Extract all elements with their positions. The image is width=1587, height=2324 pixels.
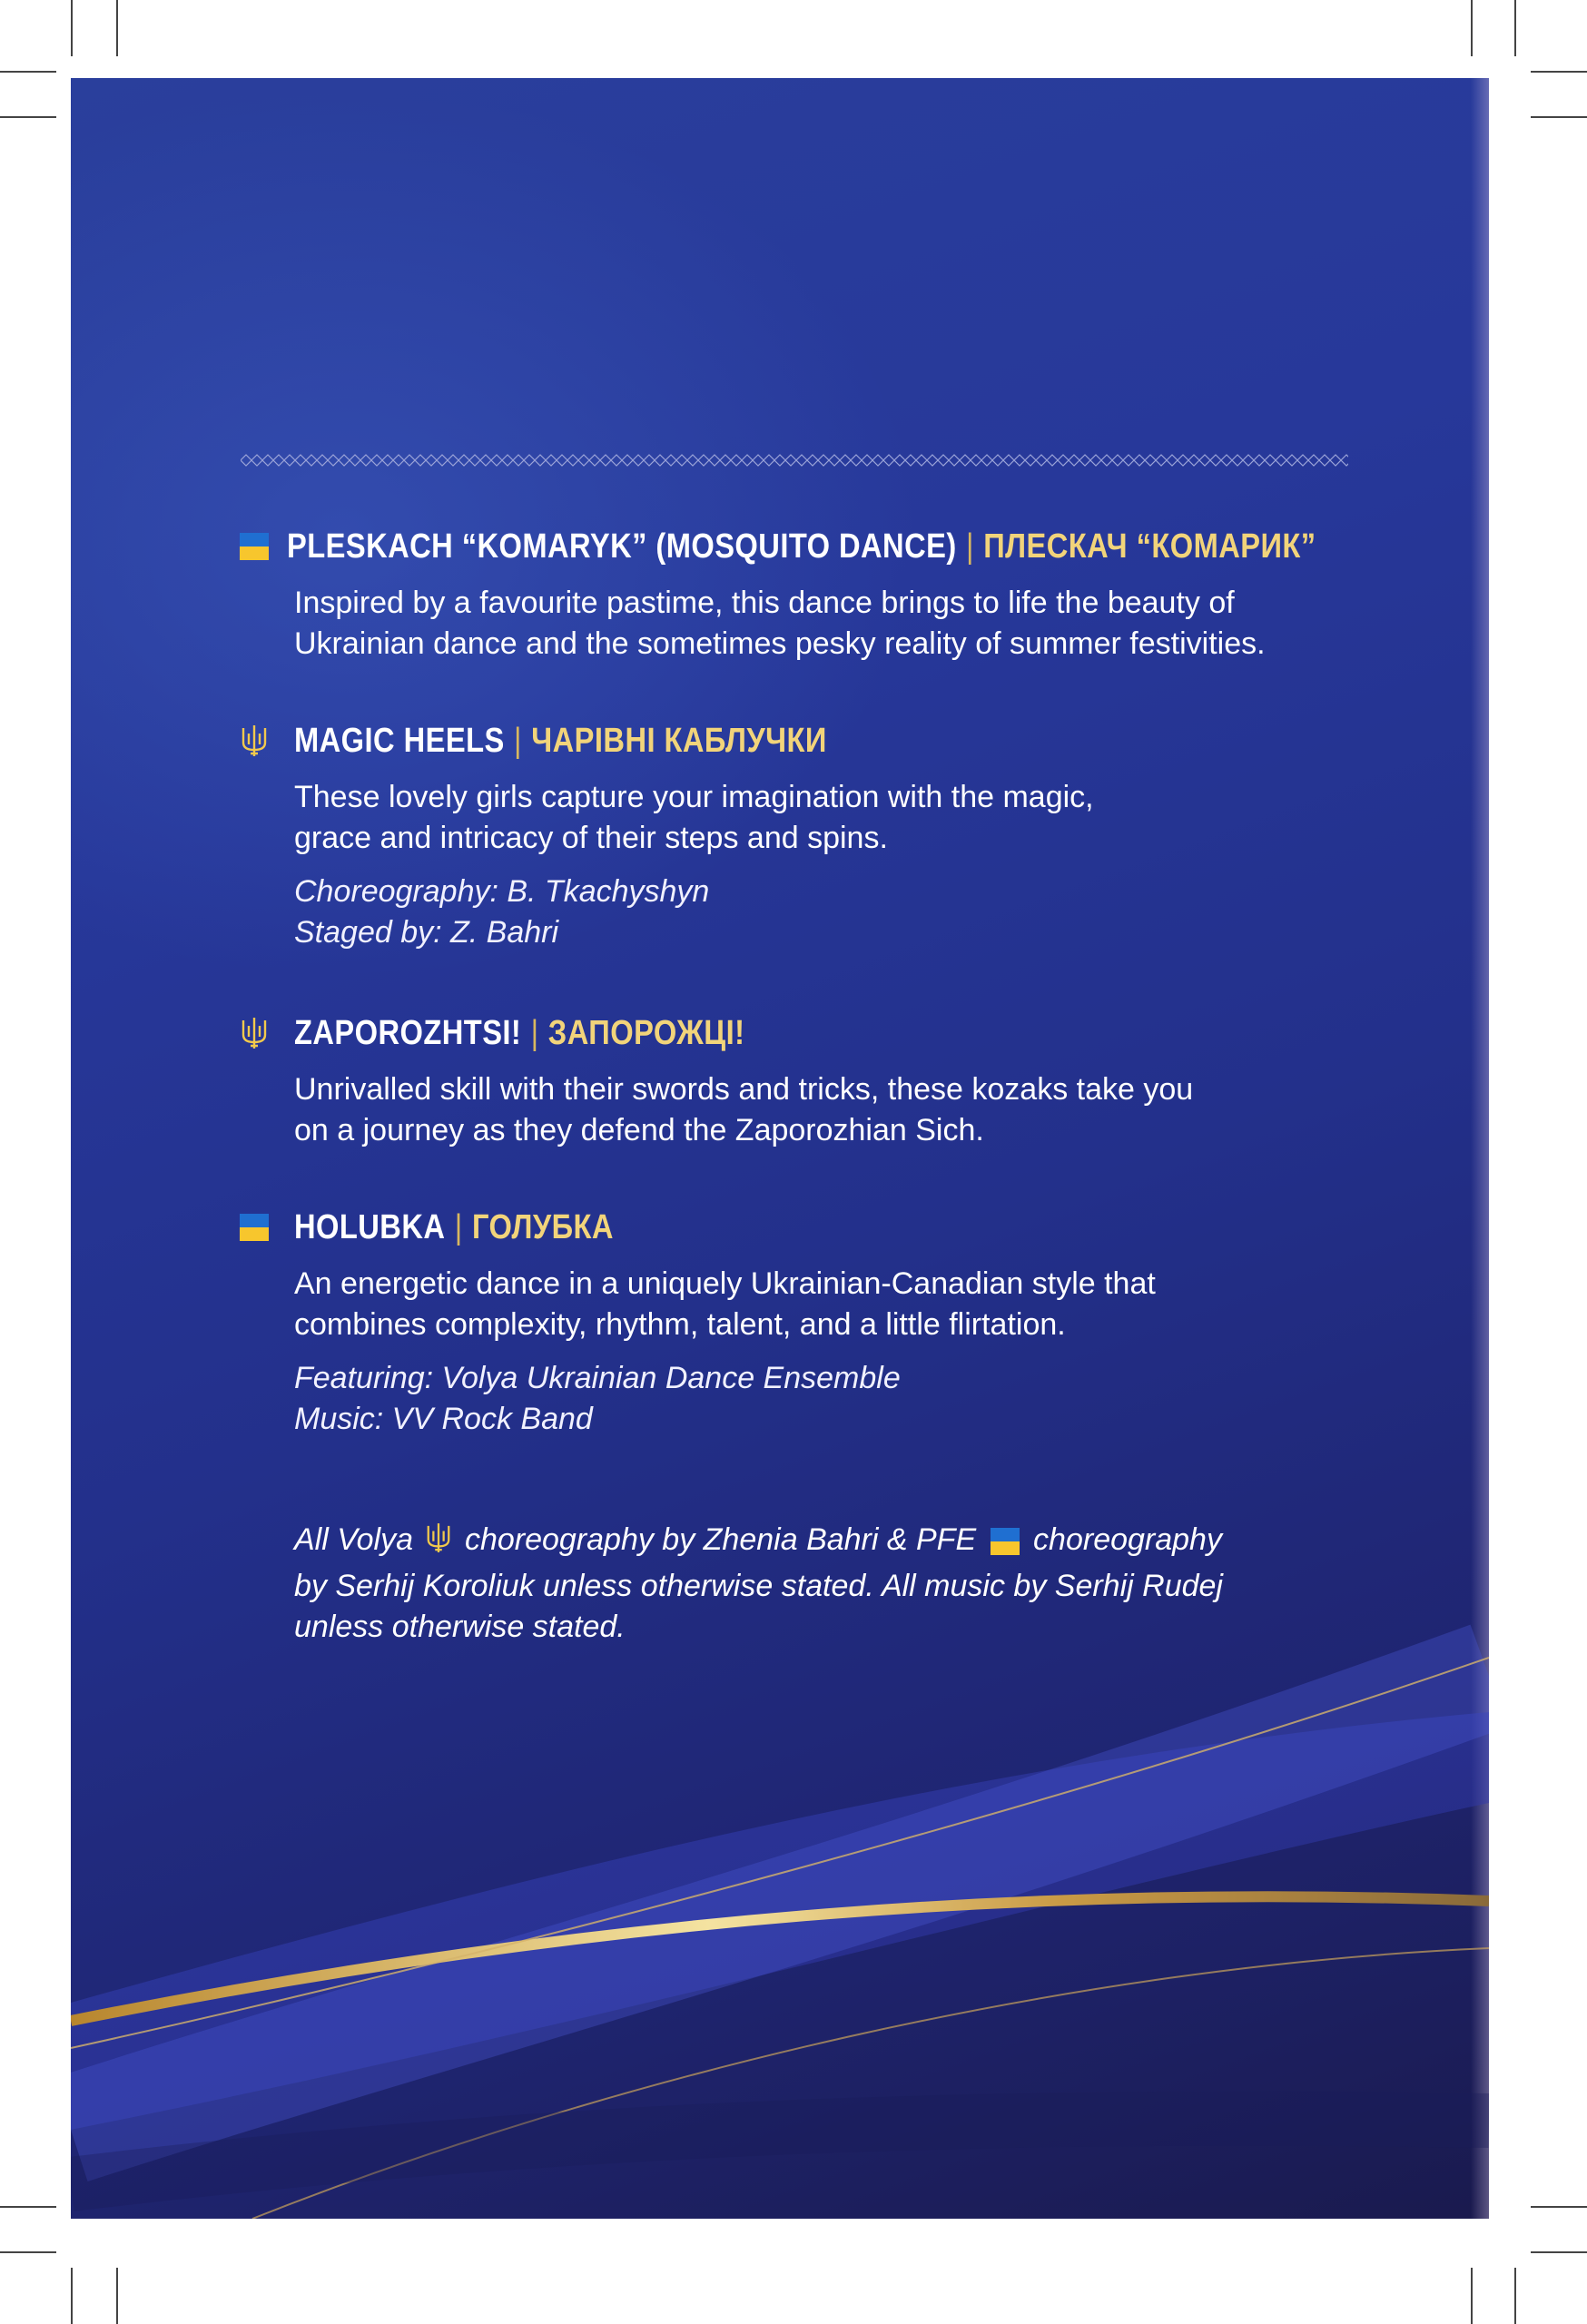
choreography-footnote xyxy=(294,1520,1338,1648)
credit-line: Featuring: Volya Ukrainian Dance Ensemble xyxy=(294,1361,901,1395)
item-description xyxy=(294,1069,1375,1151)
item-description xyxy=(294,583,1375,665)
crop-mark xyxy=(0,2251,56,2253)
item-title-en: ZAPOROZHTSI! xyxy=(294,1013,522,1052)
description-line: These lovely girls capture your imagination with the magic, xyxy=(294,780,1094,814)
crop-mark xyxy=(1514,0,1516,56)
description-line: on a journey as they defend the Zaporozhian Sich. xyxy=(294,1113,984,1147)
credit-line: Choreography: B. Tkachyshyn xyxy=(294,874,710,909)
item-title-en: MAGIC HEELS xyxy=(294,721,505,760)
crop-mark xyxy=(1531,71,1587,73)
crop-mark xyxy=(1531,116,1587,118)
program-item xyxy=(240,717,1375,953)
item-description xyxy=(294,777,1375,859)
crop-mark xyxy=(0,71,56,73)
item-title xyxy=(287,527,1316,566)
item-title xyxy=(294,722,827,761)
footnote-line: by Serhij Koroliuk unless otherwise stated. All music by Serhij Rudej xyxy=(294,1569,1223,1603)
description-line: Unrivalled skill with their swords and tricks, these kozaks take you xyxy=(294,1072,1194,1107)
item-title-en: PLESKACH “KOMARYK” (MOSQUITO DANCE) xyxy=(287,527,957,566)
trident-icon xyxy=(240,723,276,759)
item-title-en: HOLUBKA xyxy=(294,1207,446,1246)
program-item xyxy=(240,523,1375,665)
crop-mark xyxy=(0,116,56,118)
footnote-part: All Volya xyxy=(294,1522,414,1557)
description-line: Ukrainian dance and the sometimes pesky reality of summer festivities. xyxy=(294,626,1266,661)
description-line: An energetic dance in a uniquely Ukrainian-Canadian style that xyxy=(294,1266,1156,1301)
crop-mark xyxy=(71,0,73,56)
footnote-line: unless otherwise stated. xyxy=(294,1610,626,1644)
description-line: Inspired by a favourite pastime, this dance brings to life the beauty of xyxy=(294,586,1235,620)
crop-mark xyxy=(1531,2251,1587,2253)
diamond-ornament-divider xyxy=(241,451,1348,469)
ukraine-flag-icon xyxy=(240,1209,276,1246)
item-heading xyxy=(240,1204,1375,1251)
ukraine-flag-icon xyxy=(989,1525,1021,1566)
item-title-uk: ГОЛУБКА xyxy=(471,1207,614,1246)
program-item xyxy=(240,1009,1375,1151)
title-separator: | xyxy=(454,1207,463,1246)
crop-mark xyxy=(1471,2268,1473,2324)
trident-icon xyxy=(240,1015,276,1051)
item-description xyxy=(294,1264,1375,1345)
item-heading xyxy=(240,1009,1375,1057)
title-separator: | xyxy=(530,1013,539,1052)
credit-line: Staged by: Z. Bahri xyxy=(294,915,559,950)
program-page xyxy=(71,78,1489,2219)
item-title-uk: ЧАРІВНІ КАБЛУЧКИ xyxy=(531,721,827,760)
item-title xyxy=(294,1014,744,1053)
crop-mark xyxy=(1514,2268,1516,2324)
item-credits xyxy=(294,1358,1375,1440)
ukraine-flag-icon xyxy=(240,528,269,565)
crop-mark xyxy=(1471,0,1473,56)
footnote-part: choreography xyxy=(1033,1522,1222,1557)
crop-mark xyxy=(116,0,118,56)
footnote-part: choreography by Zhenia Bahri & PFE xyxy=(464,1522,977,1557)
item-title-uk: ЗАПОРОЖЦІ! xyxy=(547,1013,745,1052)
footnote-line xyxy=(294,1520,1338,1566)
item-heading xyxy=(240,523,1375,570)
crop-mark xyxy=(1531,2206,1587,2208)
crop-mark xyxy=(71,2268,73,2324)
title-separator: | xyxy=(965,527,974,566)
trident-icon xyxy=(425,1521,452,1566)
crop-mark xyxy=(116,2268,118,2324)
item-heading xyxy=(240,717,1375,764)
program-item xyxy=(240,1204,1375,1440)
crop-mark xyxy=(0,2206,56,2208)
credit-line: Music: VV Rock Band xyxy=(294,1402,593,1436)
item-credits xyxy=(294,872,1375,953)
title-separator: | xyxy=(514,721,522,760)
item-title-uk: ПЛЕСКАЧ “КОМАРИК” xyxy=(983,527,1316,566)
description-line: combines complexity, rhythm, talent, and a little flirtation. xyxy=(294,1307,1066,1342)
description-line: grace and intricacy of their steps and spins. xyxy=(294,821,888,855)
item-title xyxy=(294,1208,614,1247)
